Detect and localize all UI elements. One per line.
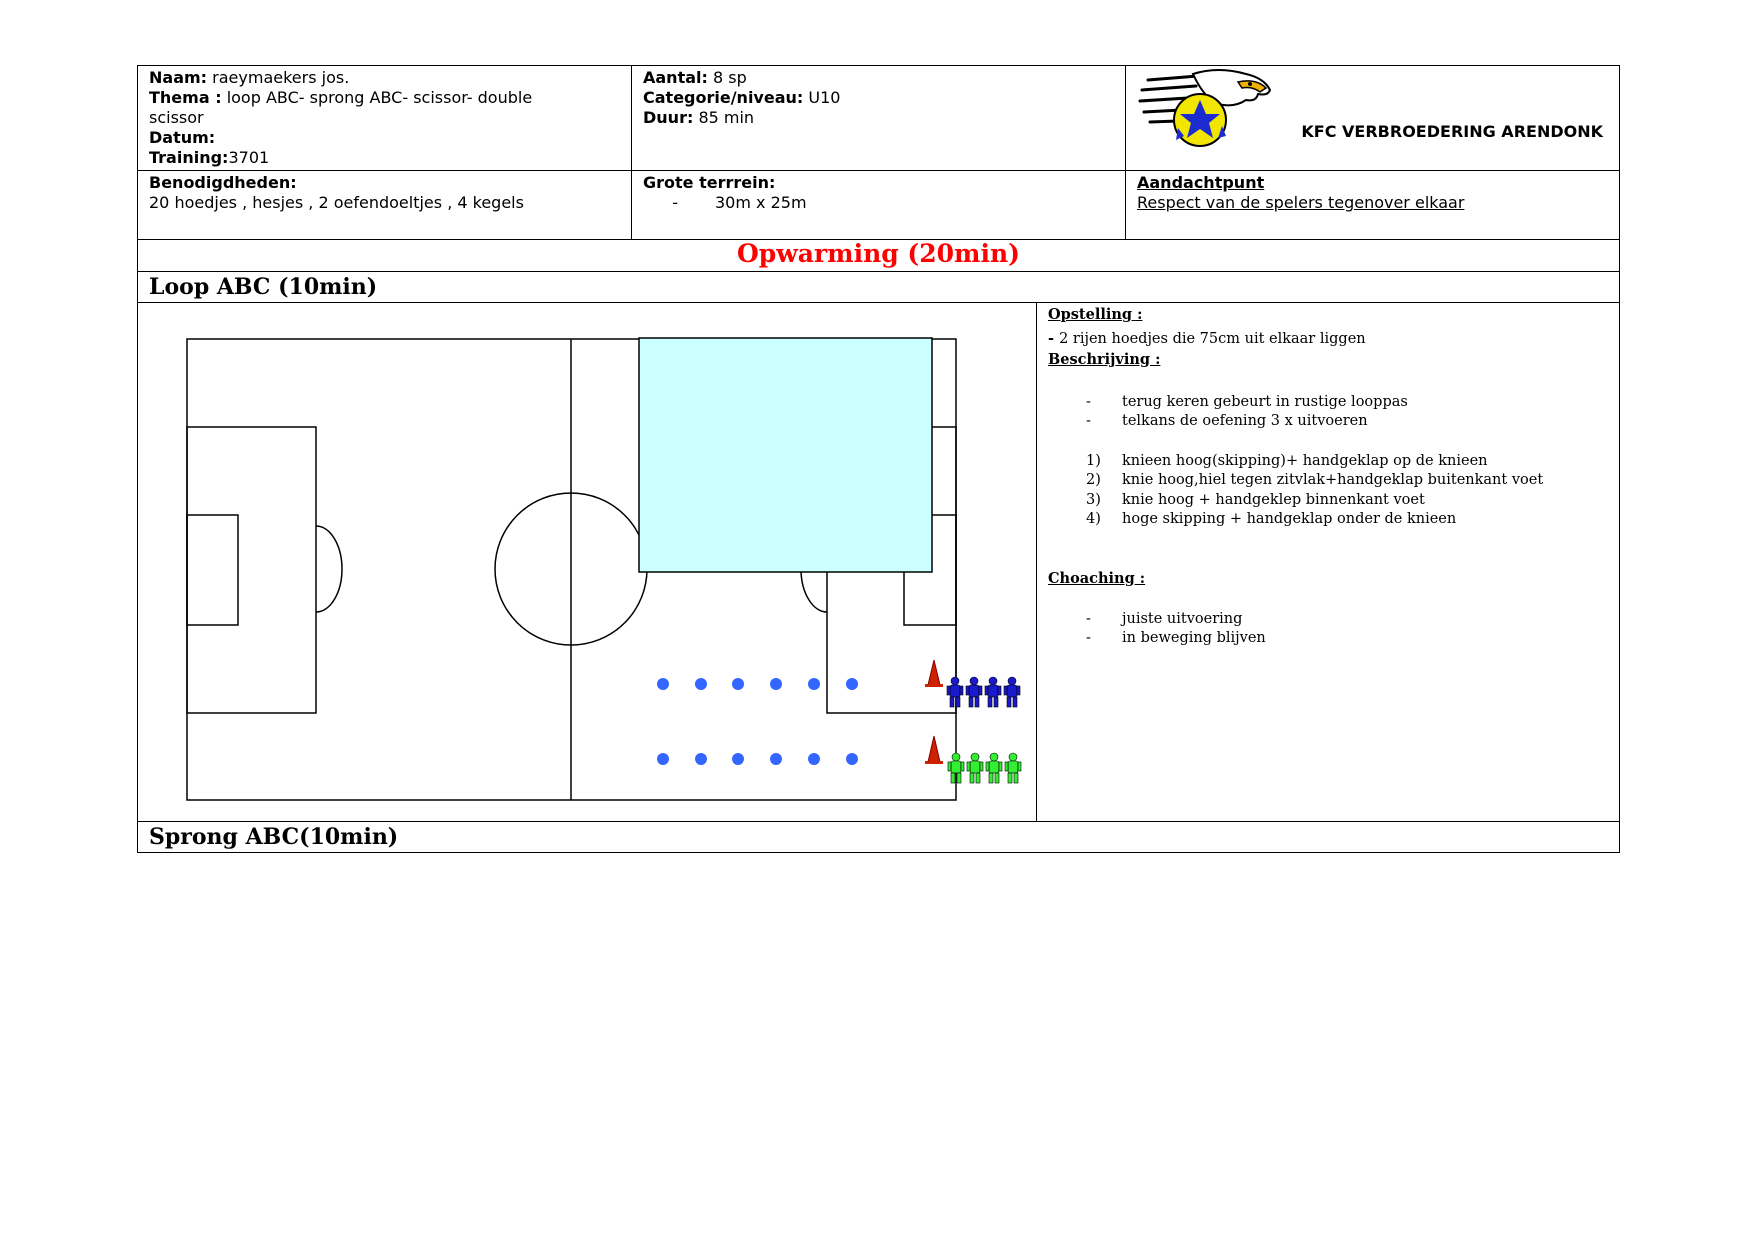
team-blue (947, 677, 1020, 707)
list-text: knie hoog + handgeklep binnenkant voet (1122, 491, 1425, 508)
opstelling-line: 2 rijen hoedjes die 75cm uit elkaar liggen (1059, 331, 1366, 347)
pylon-icon (928, 736, 940, 762)
header-table (137, 65, 1620, 240)
player-green-icon (967, 753, 983, 783)
column-divider (1036, 303, 1037, 821)
cone (770, 753, 782, 765)
beschrijving-label: Beschrijving : (1048, 350, 1161, 368)
player-green-icon (1005, 753, 1021, 783)
benodigdheden-label: Benodigdheden: (149, 173, 297, 192)
terrein-label: Grote terrrein: (643, 173, 776, 192)
aantal-value: 8 sp (713, 68, 747, 87)
club-logo-eagle-icon (1138, 68, 1288, 148)
list-item (1048, 629, 1608, 649)
terrein-value: 30m x 25m (715, 193, 807, 212)
list-marker: 3) (1086, 491, 1101, 508)
list-text: hoge skipping + handgeklap onder de knieen (1122, 511, 1457, 527)
player-blue-icon (985, 677, 1001, 707)
pylons (925, 660, 943, 764)
list-text: knieen hoog(skipping)+ handgeklap op de knieen (1122, 452, 1488, 469)
list-item (1048, 610, 1608, 630)
naam-label: Naam: (149, 68, 208, 87)
pylon-base (925, 761, 943, 764)
list-marker: 2) (1086, 472, 1101, 488)
exercise2-title: Sprong ABC(10min) (149, 824, 399, 850)
training-label: Training: (149, 148, 229, 167)
benodigdheden-cell (138, 171, 632, 240)
section-title-row (137, 237, 1620, 272)
list-marker: - (1086, 413, 1091, 429)
list-item (1048, 491, 1608, 511)
exercise1-title: Loop ABC (10min) (149, 274, 378, 300)
aandacht-cell (1126, 171, 1620, 240)
club-name: KFC VERBROEDERING ARENDONK (1301, 122, 1603, 141)
pylon-icon (928, 660, 940, 685)
list-text: terug keren gebeurt in rustige looppas (1122, 393, 1408, 410)
aandacht-value: Respect van de spelers tegenover elkaar (1137, 193, 1465, 212)
list-text: juiste uitvoering (1122, 610, 1243, 627)
exercise1-title-row (137, 272, 1620, 303)
list-marker: - (1086, 630, 1091, 646)
benodigdheden-value: 20 hoedjes , hesjes , 2 oefendoeltjes , 4 kegels (149, 193, 524, 212)
left-penalty-box (187, 427, 316, 713)
field-diagram (138, 303, 1036, 821)
list-text: telkans de oefening 3 x uitvoeren (1122, 413, 1368, 429)
exercise1-description: Opstelling : - 2 rijen hoedjes die 75cm uit elkaar liggen Beschrijving : - terug keren gebeurt in rustige looppas - telkans de oefening 3 x uitvoeren 1) knieen hoog(skipping)+ handgeklap op de knieen 2) knie hoog,hiel tegen zitvlak+handgeklap buitenkant voet 3) knie hoog + handgeklep binnenkant voet 4) hoge skipping + handgeklap onder de knieen Choaching : - juiste uitvoering - in beweging blijven (1048, 305, 1608, 649)
thema-value: loop ABC- sprong ABC- scissor- double scissor (149, 88, 533, 127)
info-cell-middle (632, 66, 1126, 171)
pylon-base (925, 684, 943, 687)
duur-value: 85 min (698, 108, 755, 127)
player-blue-icon (947, 677, 963, 707)
team-green (948, 753, 1021, 783)
duur-label: Duur: (643, 108, 694, 127)
list-marker: 1) (1086, 452, 1101, 469)
exercise-zone (639, 338, 932, 572)
cone (732, 753, 744, 765)
exercise1-body (137, 303, 1620, 822)
cone (695, 678, 707, 690)
list-text: in beweging blijven (1122, 630, 1266, 646)
list-item (1048, 452, 1608, 472)
list-item (1048, 412, 1608, 432)
cone (808, 753, 820, 765)
cone (657, 753, 669, 765)
list-text: knie hoog,hiel tegen zitvlak+handgeklap buitenkant voet (1122, 472, 1544, 488)
left-goal-box (187, 515, 238, 625)
player-blue-icon (1004, 677, 1020, 707)
list-item (1048, 471, 1608, 491)
list-marker: - (1086, 610, 1091, 627)
aantal-label: Aantal: (643, 68, 708, 87)
player-blue-icon (966, 677, 982, 707)
cone-rows (657, 678, 858, 765)
cone (695, 753, 707, 765)
cone (657, 678, 669, 690)
training-value: 3701 (228, 148, 270, 167)
cone (732, 678, 744, 690)
player-green-icon (986, 753, 1002, 783)
cone (770, 678, 782, 690)
thema-label: Thema : (149, 88, 222, 107)
naam-value: raeymaekers jos. (212, 68, 350, 87)
exercise2-title-row (137, 822, 1620, 853)
club-cell (1126, 66, 1620, 171)
cone (846, 753, 858, 765)
terrein-cell (632, 171, 1126, 240)
list-item (1048, 393, 1608, 413)
categorie-value: U10 (808, 88, 841, 107)
datum-label: Datum: (149, 128, 216, 147)
left-penalty-arc (316, 526, 342, 612)
list-marker: - (1086, 393, 1091, 410)
opstelling-label: Opstelling : (1048, 306, 1143, 323)
section-title: Opwarming (20min) (736, 239, 1021, 268)
aandacht-label: Aandachtpunt (1137, 173, 1265, 192)
cone (846, 678, 858, 690)
terrein-dash: - (672, 193, 678, 212)
coaching-label: Choaching : (1048, 569, 1146, 587)
cone (808, 678, 820, 690)
info-cell-left (138, 66, 632, 171)
categorie-label: Categorie/niveau: (643, 88, 804, 107)
list-item (1048, 510, 1608, 530)
list-marker: 4) (1086, 511, 1101, 527)
